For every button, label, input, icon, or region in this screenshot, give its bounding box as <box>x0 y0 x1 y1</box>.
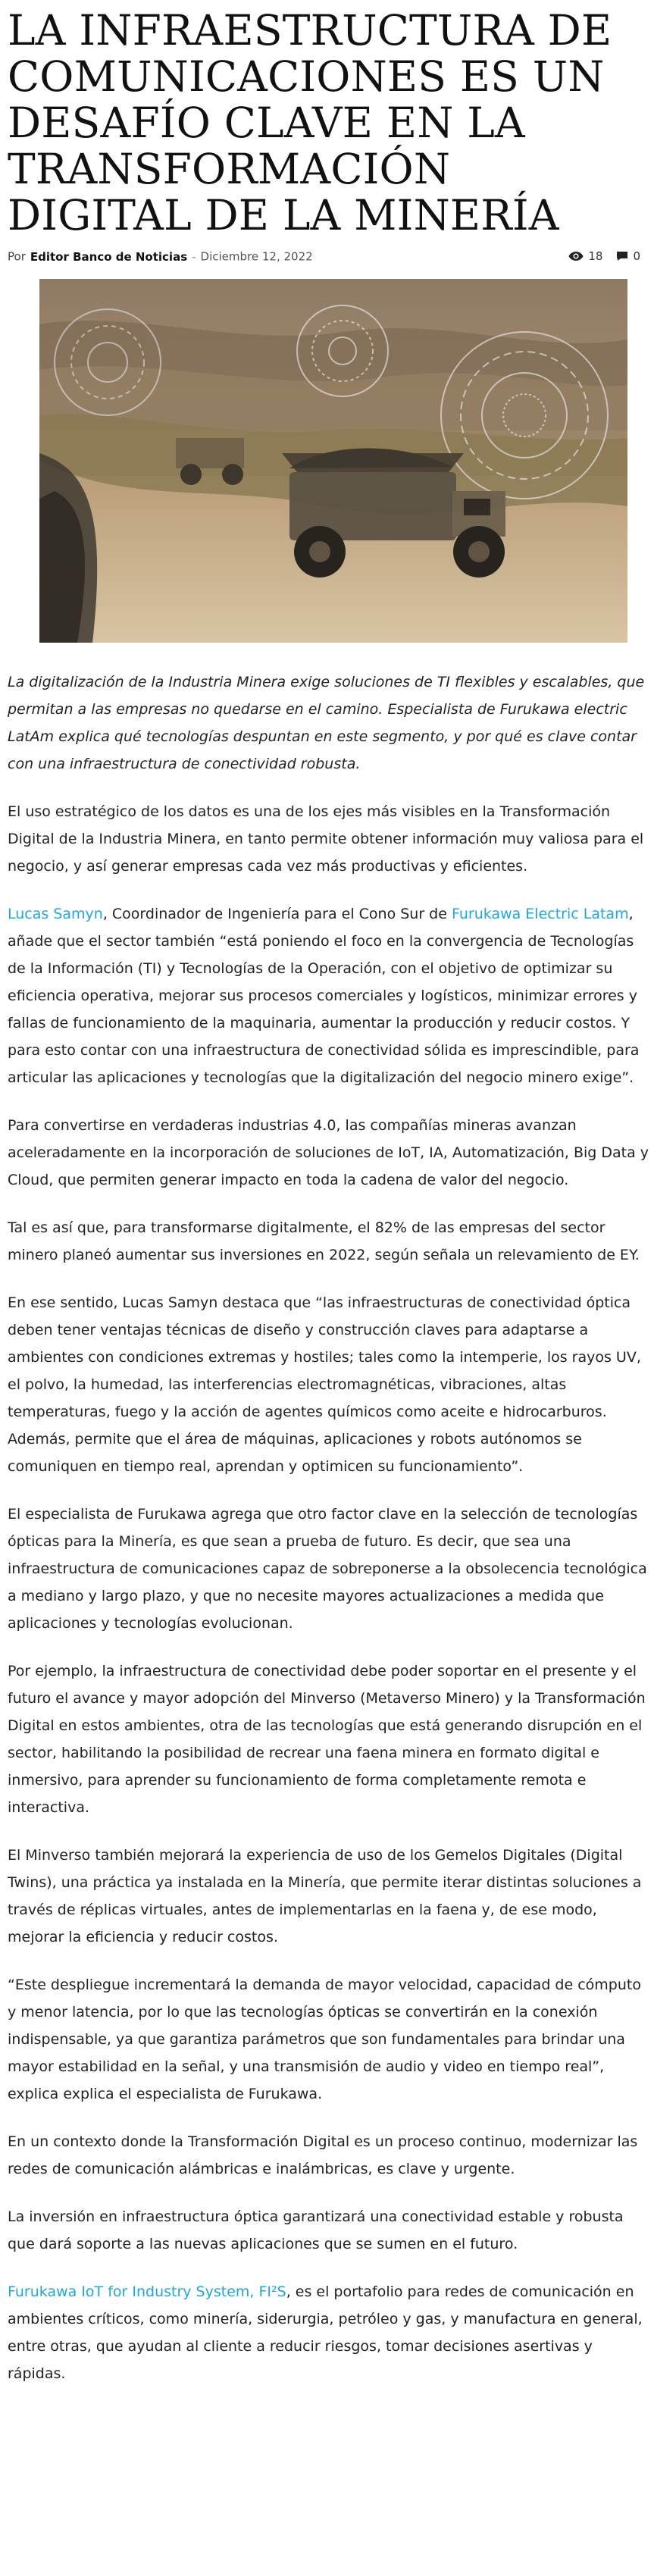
furukawa-iot-link[interactable]: Furukawa IoT for Industry System, FI²S <box>8 2283 286 2300</box>
comments-stat[interactable] <box>616 249 640 263</box>
paragraph-6: El especialista de Furukawa agrega que otro factor clave en la selección de tecnologías ópticas para la Minería, es que sean a prueba de futuro. Es decir, que sea una infraestructura de comunicaciones capaz de sobreponerse a la obsolecencia tecnológica a mediano y largo plazo, y que no necesite mayores actualizaciones a medida que aplicaciones y tecnologías evolucionan. <box>8 1505 647 1632</box>
meta-stats <box>568 249 645 263</box>
meta-byline <box>8 249 313 264</box>
mining-truck-image <box>39 279 627 643</box>
paragraph-10: En un contexto donde la Transformación Digital es un proceso continuo, modernizar las redes de comunicación alámbricas e inalámbricas, es clave y urgente. <box>8 2133 638 2177</box>
lucas-samyn-link[interactable]: Lucas Samyn <box>8 905 103 922</box>
paragraph-8: El Minverso también mejorará la experiencia de uso de los Gemelos Digitales (Digital Twins), una práctica ya instalada en la Minería, que permite iterar distintas soluciones a través de réplicas virtuales, antes de implementarlas en la faena y, de ese modo, mejorar la eficiencia y reducir costos. <box>8 1846 642 1945</box>
paragraph-11: La inversión en infraestructura óptica garantizará una conectividad estable y robusta que dará soporte a las nuevas aplicaciones que se sumen en el futuro. <box>8 2208 624 2252</box>
article-lead: La digitalización de la Industria Minera exige soluciones de TI flexibles y escalables, que permitan a las empresas no quedarse en el camino. Especialista de Furukawa electric LatAm explica qué tecnologías despuntan en este segmento, y por qué es clave contar con una infraestructura de conectividad robusta. <box>8 673 645 772</box>
paragraph-9: “Este despliegue incrementará la demanda de mayor velocidad, capacidad de cómputo y menor latencia, por lo que las tecnologías ópticas se convertirán en la conexión indispensable, ya que garantiza parámetros que son fundamentales para brindar una mayor estabilidad en la señal, y una transmisión de audio y video en tiempo real”, explica explica el especialista de Furukawa. <box>8 1976 641 2102</box>
by-label: Por <box>8 249 26 264</box>
article-meta <box>8 249 645 264</box>
comments-count: 0 <box>633 249 640 264</box>
paragraph-3: Para convertirse en verdaderas industrias 4.0, las compañías mineras avanzan aceleradamente en la incorporación de soluciones de IoT, IA, Automatización, Big Data y Cloud, que permiten generar impacto en toda la cadena de valor del negocio. <box>8 1116 649 1188</box>
views-stat <box>568 249 602 263</box>
paragraph-7: Por ejemplo, la infraestructura de conectividad debe poder soportar en el presente y el futuro el avance y mayor adopción del Minverso (Metaverso Minero) y la Transformación Digital en estos ambientes, otra de las tecnologías que está generando disrupción en el sector, habilitando la posibilidad de recrear una faena minera en formato digital e inmersivo, para aprender su funcionamiento de forma completamente remota e interactiva. <box>8 1662 646 1816</box>
author-link[interactable]: Editor Banco de Noticias <box>30 249 188 264</box>
meta-separator: - <box>192 249 196 264</box>
paragraph-2-text-2: , añade que el sector también “está poniendo el foco en la convergencia de Tecnologías de la Información (TI) y Tecnologías de la Operación, con el objetivo de optimizar su eficiencia operativa, mejorar sus procesos comerciales y logísticos, minimizar errores y fallas de funcionamiento de la maquinaria, aumentar la producción y reducir costos. Y para esto contar con una infraestructura de conectividad sólida es imprescindible, para articular las aplicaciones y tecnologías que la digitalización del negocio minero exige”. <box>8 905 640 1086</box>
furukawa-electric-latam-link[interactable]: Furukawa Electric Latam <box>451 905 629 922</box>
article-body <box>8 668 649 2387</box>
post-date: Diciembre 12, 2022 <box>200 249 313 264</box>
paragraph-12 <box>8 2278 650 2387</box>
views-count: 18 <box>588 249 603 264</box>
paragraph-2 <box>8 900 650 1091</box>
paragraph-2-text-1: , Coordinador de Ingeniería para el Cono Sur de <box>102 905 452 922</box>
eye-icon <box>568 251 584 261</box>
paragraph-5: En ese sentido, Lucas Samyn destaca que “las infraestructuras de conectividad óptica deben tener ventajas técnicas de diseño y construcción claves para adaptarse a ambientes con condiciones extremas y hostiles; tales como la intemperie, los rayos UV, el polvo, la humedad, las interferencias electromagnéticas, vibraciones, altas temperaturas, fuego y la acción de agentes químicos como aceite e hidrocarburos. Además, permite que el área de máquinas, aplicaciones y robots autónomos se comuniquen en tiempo real, aprendan y optimicen su funcionamiento”. <box>8 1294 641 1475</box>
comment-icon <box>616 251 628 261</box>
paragraph-4: Tal es así que, para transformarse digitalmente, el 82% de las empresas del sector minero planeó aumentar sus inversiones en 2022, según señala un relevamiento de EY. <box>8 1219 640 1263</box>
article-title: LA INFRAESTRUCTURA DE COMUNICACIONES ES UN DESAFÍO CLAVE EN LA TRANSFORMACIÓN DIGITAL DE LA MINERÍA <box>8 6 612 239</box>
paragraph-1: El uso estratégico de los datos es una de los ejes más visibles en la Transformación Digital de la Industria Minera, en tanto permite obtener información muy valiosa para el negocio, y así generar empresas cada vez más productivas y eficientes. <box>8 803 644 875</box>
paragraph-12-text: , es el portafolio para redes de comunicación en ambientes críticos, como minería, siderurgia, petróleo y gas, y manufactura en general, entre otras, que ayudan al cliente a reducir riesgos, tomar decisiones asertivas y rápidas. <box>8 2283 643 2382</box>
